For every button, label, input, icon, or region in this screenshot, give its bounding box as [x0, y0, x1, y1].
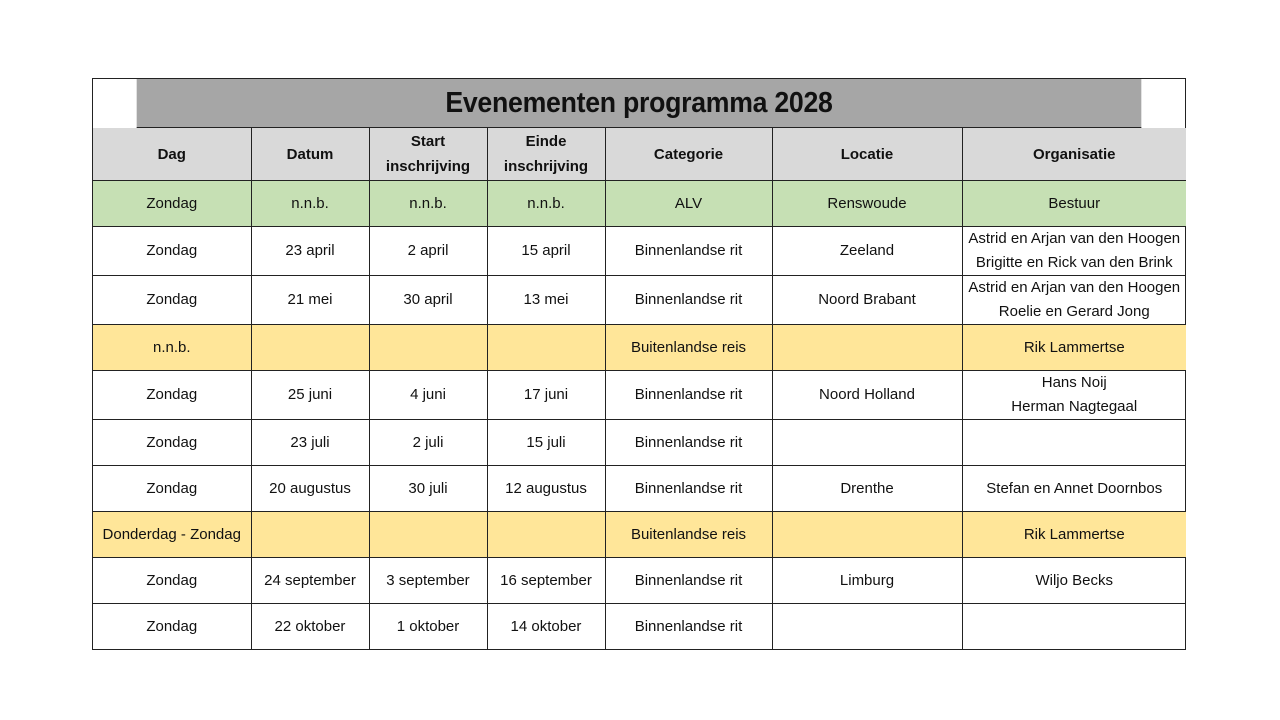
cell-text: Binnenlandse rit [634, 479, 743, 497]
cell-datum [251, 466, 369, 512]
cell-text: 15 juli [526, 433, 566, 451]
cell-categorie [605, 420, 772, 466]
cell-text: 15 april [521, 242, 571, 259]
cell-text: 2 juli [412, 433, 444, 451]
cell-start-inschrijving [369, 276, 487, 325]
column-header-categorie [605, 128, 772, 181]
cell-text: Zondag [146, 479, 198, 497]
cell-start-inschrijving [369, 227, 487, 276]
cell-text: Zeeland [839, 242, 895, 259]
cell-einde-inschrijving [487, 466, 605, 512]
column-header-label: inschrijving [503, 158, 589, 175]
column-header-datum [251, 128, 369, 181]
column-header-label: Organisatie [1032, 145, 1116, 163]
cell-text: 23 juli [290, 433, 330, 451]
column-header-dag [93, 128, 251, 181]
cell-datum [251, 325, 369, 371]
cell-einde-inschrijving [487, 181, 605, 227]
cell-dag [93, 512, 251, 558]
events-table [93, 128, 1186, 649]
cell-einde-inschrijving [487, 276, 605, 325]
cell-organisatie [962, 420, 1186, 466]
cell-text: Zondag [146, 194, 198, 212]
cell-dag [93, 325, 251, 371]
cell-text: Hans Noij [1041, 374, 1107, 391]
column-header-label: inschrijving [385, 158, 471, 175]
cell-text: Limburg [839, 571, 895, 589]
cell-categorie [605, 604, 772, 650]
cell-text: Astrid en Arjan van den Hoogen [968, 230, 1181, 247]
column-header-locatie [772, 128, 962, 181]
cell-text: Noord Holland [819, 386, 915, 403]
cell-text: 25 juni [287, 386, 333, 403]
cell-locatie [772, 276, 962, 325]
cell-text: n.n.b. [527, 194, 565, 212]
cell-text: 3 september [386, 571, 470, 589]
cell-datum [251, 558, 369, 604]
cell-start-inschrijving [369, 371, 487, 420]
cell-dag [93, 227, 251, 276]
cell-organisatie [962, 558, 1186, 604]
cell-text: Donderdag - Zondag [102, 525, 241, 543]
cell-categorie [605, 466, 772, 512]
cell-categorie [605, 276, 772, 325]
cell-text: Binnenlandse rit [634, 291, 743, 308]
cell-dag [93, 604, 251, 650]
column-header-organisatie [962, 128, 1186, 181]
cell-text: Zondag [146, 242, 198, 259]
cell-categorie [605, 558, 772, 604]
table-row [93, 420, 1186, 466]
cell-categorie [605, 325, 772, 371]
cell-locatie [772, 181, 962, 227]
column-header-label: Dag [157, 145, 186, 163]
cell-text: Bestuur [1048, 194, 1101, 212]
cell-locatie [772, 420, 962, 466]
cell-text: 24 september [264, 571, 356, 589]
cell-einde-inschrijving [487, 604, 605, 650]
cell-text: 2 april [407, 242, 449, 259]
cell-text: ALV [674, 194, 703, 212]
cell-categorie [605, 227, 772, 276]
table-row [93, 604, 1186, 650]
cell-text: Buitenlandse reis [630, 338, 747, 356]
cell-categorie [605, 371, 772, 420]
cell-dag [93, 181, 251, 227]
table-row [93, 371, 1186, 420]
cell-text: 13 mei [523, 291, 569, 308]
cell-locatie [772, 512, 962, 558]
cell-text: Zondag [146, 433, 198, 451]
cell-text: 1 oktober [396, 617, 460, 635]
cell-text: 30 juli [408, 479, 448, 497]
cell-locatie [772, 325, 962, 371]
table-row [93, 466, 1186, 512]
events-table-sheet [92, 78, 1186, 650]
cell-organisatie [962, 371, 1186, 420]
cell-organisatie [962, 604, 1186, 650]
cell-datum [251, 512, 369, 558]
cell-datum [251, 420, 369, 466]
cell-einde-inschrijving [487, 512, 605, 558]
table-row [93, 558, 1186, 604]
cell-dag [93, 466, 251, 512]
cell-text: Drenthe [840, 479, 894, 497]
cell-text: Rik Lammertse [1023, 338, 1125, 356]
cell-text: Zondag [146, 291, 198, 308]
cell-text: Rik Lammertse [1023, 525, 1125, 543]
cell-locatie [772, 371, 962, 420]
cell-text: Binnenlandse rit [634, 433, 743, 451]
cell-text: Binnenlandse rit [634, 571, 743, 589]
cell-text: 12 augustus [505, 479, 587, 497]
cell-categorie [605, 512, 772, 558]
cell-organisatie [962, 512, 1186, 558]
cell-text: n.n.b. [409, 194, 447, 212]
cell-locatie [772, 227, 962, 276]
cell-text: 16 september [500, 571, 592, 589]
table-row [93, 227, 1186, 276]
cell-start-inschrijving [369, 604, 487, 650]
cell-text: Zondag [146, 386, 198, 403]
cell-text: 23 april [285, 242, 335, 259]
column-header-label: Start [410, 133, 446, 150]
cell-organisatie [962, 181, 1186, 227]
cell-start-inschrijving [369, 181, 487, 227]
cell-einde-inschrijving [487, 371, 605, 420]
cell-text: Brigitte en Rick van den Brink [975, 254, 1173, 271]
cell-einde-inschrijving [487, 420, 605, 466]
cell-dag [93, 420, 251, 466]
cell-categorie [605, 181, 772, 227]
column-header-label: Categorie [653, 145, 724, 163]
cell-organisatie [962, 276, 1186, 325]
cell-text: Zondag [146, 571, 198, 589]
cell-locatie [772, 466, 962, 512]
cell-text: Buitenlandse reis [630, 525, 747, 543]
table-body [93, 181, 1186, 650]
cell-organisatie [962, 227, 1186, 276]
cell-text: 4 juni [410, 386, 446, 403]
table-row [93, 325, 1186, 371]
cell-dag [93, 371, 251, 420]
cell-dag [93, 276, 251, 325]
table-title: Evenementen programma 2028 [137, 79, 1142, 128]
cell-organisatie [962, 466, 1186, 512]
column-header-start-inschrijving [369, 128, 487, 181]
column-header-label: Locatie [840, 145, 894, 163]
cell-text: 30 april [403, 291, 453, 308]
cell-text: Binnenlandse rit [634, 242, 743, 259]
cell-text: Astrid en Arjan van den Hoogen [968, 279, 1181, 296]
cell-datum [251, 371, 369, 420]
cell-start-inschrijving [369, 466, 487, 512]
cell-einde-inschrijving [487, 325, 605, 371]
cell-datum [251, 227, 369, 276]
table-row [93, 512, 1186, 558]
cell-start-inschrijving [369, 558, 487, 604]
cell-text: Wiljo Becks [1035, 571, 1113, 589]
cell-organisatie [962, 325, 1186, 371]
cell-einde-inschrijving [487, 558, 605, 604]
cell-text: Roelie en Gerard Jong [998, 303, 1150, 320]
cell-text: 17 juni [523, 386, 569, 403]
column-header-label: Einde [525, 133, 567, 150]
header-row [93, 128, 1186, 181]
cell-text: Zondag [146, 617, 198, 635]
cell-start-inschrijving [369, 325, 487, 371]
cell-text: Herman Nagtegaal [1011, 398, 1138, 415]
cell-text: Binnenlandse rit [634, 386, 743, 403]
cell-datum [251, 276, 369, 325]
cell-datum [251, 181, 369, 227]
cell-dag [93, 558, 251, 604]
cell-start-inschrijving [369, 420, 487, 466]
cell-text: 22 oktober [274, 617, 346, 635]
cell-locatie [772, 558, 962, 604]
cell-text: n.n.b. [291, 194, 329, 212]
column-header-label: Datum [286, 145, 334, 163]
cell-text: Noord Brabant [818, 291, 916, 308]
table-row [93, 276, 1186, 325]
cell-locatie [772, 604, 962, 650]
table-row [93, 181, 1186, 227]
cell-text: 21 mei [287, 291, 333, 308]
cell-text: Renswoude [827, 194, 907, 212]
cell-start-inschrijving [369, 512, 487, 558]
cell-text: n.n.b. [152, 338, 191, 356]
cell-text: Binnenlandse rit [634, 617, 743, 635]
column-header-einde-inschrijving [487, 128, 605, 181]
cell-text: 14 oktober [510, 617, 582, 635]
cell-einde-inschrijving [487, 227, 605, 276]
cell-text: 20 augustus [269, 479, 351, 497]
cell-text: Stefan en Annet Doornbos [986, 479, 1163, 497]
cell-datum [251, 604, 369, 650]
